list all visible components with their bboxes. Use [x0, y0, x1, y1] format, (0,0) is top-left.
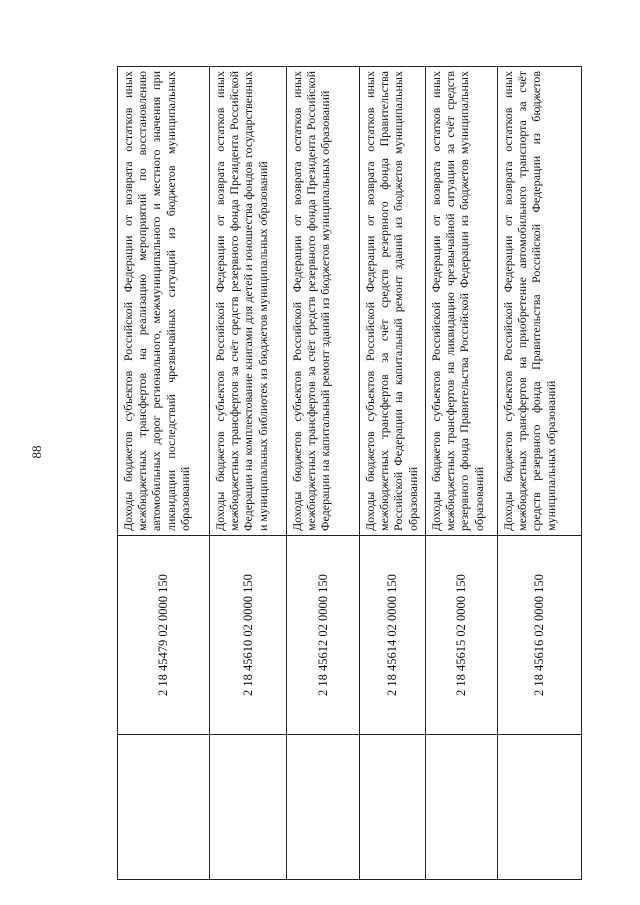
revenue-code-cell: 2 18 45479 02 0000 150 [118, 536, 210, 735]
table-row [287, 67, 360, 880]
empty-cell [210, 735, 287, 880]
revenue-code-cell: 2 18 45615 02 0000 150 [426, 536, 498, 735]
revenue-description-cell: Доходы бюджетов субъектов Российской Федерации от возврата остатков иных межбюджетных трансфертов на ликвидацию чрезвычайной ситуации за счёт средств резервного фонда Правительства Российской Федерации из бюджетов муниципальных образований [426, 67, 498, 536]
table-row [498, 67, 582, 880]
revenue-code-cell: 2 18 45612 02 0000 150 [287, 536, 360, 735]
table-row [426, 67, 498, 880]
table-row [360, 67, 426, 880]
revenue-code-cell: 2 18 45616 02 0000 150 [498, 536, 582, 735]
revenue-codes-table [117, 66, 582, 880]
empty-cell [287, 735, 360, 880]
table-row [118, 67, 210, 880]
empty-cell [498, 735, 582, 880]
empty-cell [360, 735, 426, 880]
revenue-description-cell: Доходы бюджетов субъектов Российской Федерации от возврата остатков иных межбюджетных трансфертов за счёт средств резервного фонда Правительства Российской Федерации на капитальный ремонт зданий из бюджетов муниципальных образований [360, 67, 426, 536]
revenue-code-cell: 2 18 45614 02 0000 150 [360, 536, 426, 735]
revenue-description-cell: Доходы бюджетов субъектов Российской Федерации от возврата остатков иных межбюджетных трансфертов на приобретение автомобильного транспорта за счёт средств резервного фонда Правительства Российской Федерации из бюджетов муниципальных образований [498, 67, 582, 536]
revenue-description-cell: Доходы бюджетов субъектов Российской Федерации от возврата остатков иных межбюджетных трансфертов за счёт средств резервного фонда Президента Российской Федерации на капитальный ремонт зданий из бюджетов муниципальных образований [287, 67, 360, 536]
revenue-code-cell: 2 18 45610 02 0000 150 [210, 536, 287, 735]
table-row [210, 67, 287, 880]
rotated-table-frame [117, 66, 581, 880]
empty-cell [118, 735, 210, 880]
page-number: 88 [29, 445, 44, 459]
empty-cell [426, 735, 498, 880]
revenue-description-cell: Доходы бюджетов субъектов Российской Федерации от возврата остатков иных межбюджетных трансфертов за счёт средств резервного фонда Президента Российской Федерации на комплектование книгами для детей и юношества фондов государственных и муниципальных библиотек из бюджетов муниципальных образований [210, 67, 287, 536]
revenue-description-cell: Доходы бюджетов субъектов Российской Федерации от возврата остатков иных межбюджетных трансфертов на реализацию мероприятий по восстановлению автомобильных дорог регионального, межмуниципального и местного значения при ликвидации последствий чрезвычайных ситуаций из бюджетов муниципальных образований [118, 67, 210, 536]
